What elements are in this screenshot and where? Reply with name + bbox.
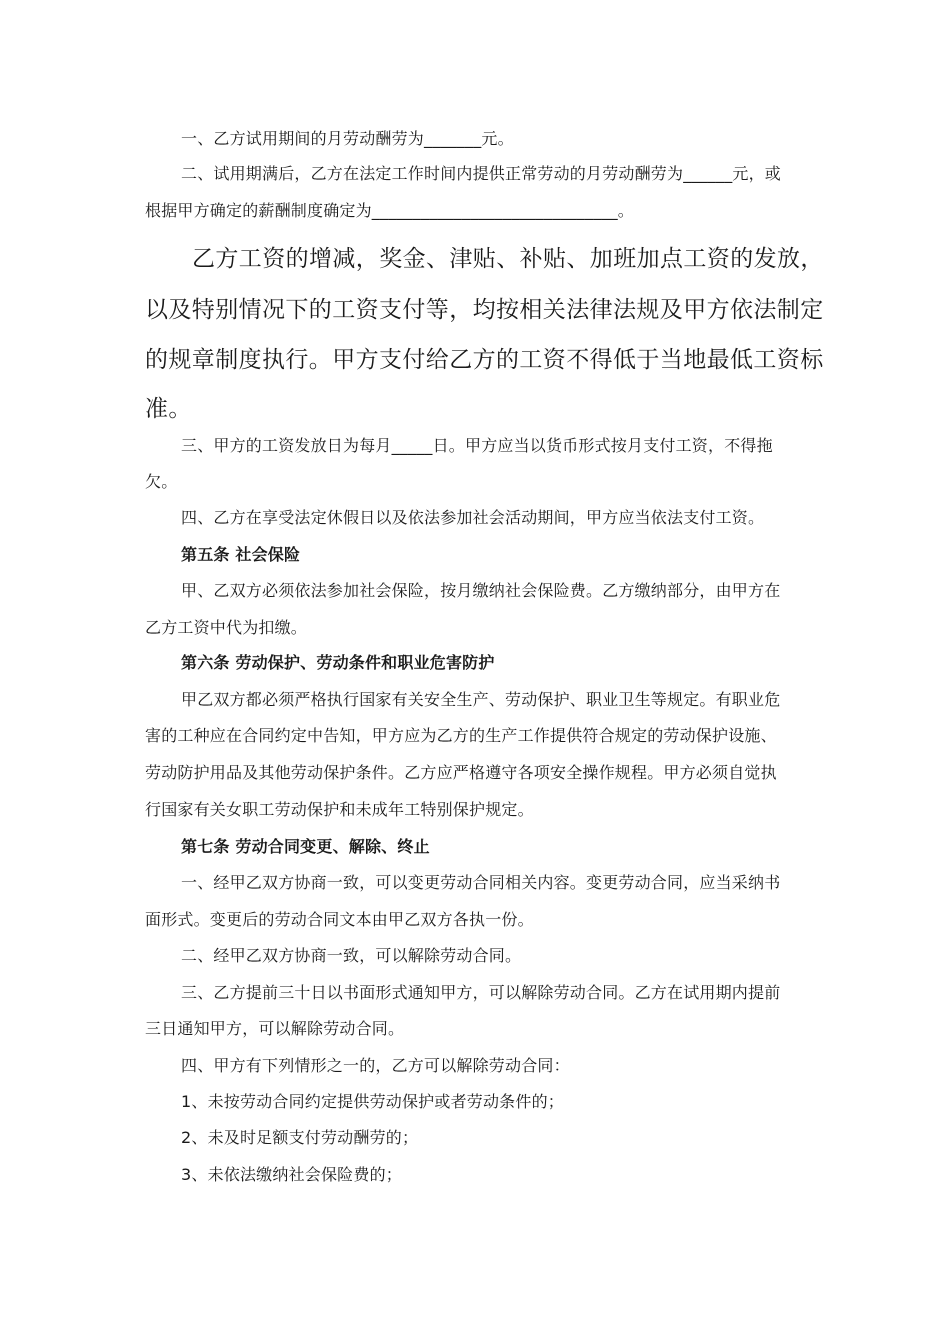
article-6-text-line-1: 甲乙双方都必须严格执行国家有关安全生产、劳动保护、职业卫生等规定。有职业危	[181, 690, 781, 709]
article-6-text-line-4: 行国家有关女职工劳动保护和未成年工特别保护规定。	[145, 800, 534, 819]
article-7-item-1-line-2: 面形式。变更后的劳动合同文本由甲乙双方各执一份。	[145, 910, 534, 929]
article-7-item-1-line-1: 一、经甲乙双方协商一致，可以变更劳动合同相关内容。变更劳动合同，应当采纳书	[181, 873, 781, 892]
article-5-text-line-2: 乙方工资中代为扣缴。	[145, 618, 308, 637]
wage-paragraph-line-2: 以及特别情况下的工资支付等，均按相关法律法规及甲方依法制定	[145, 297, 824, 323]
clause-4-item-2-line-1: 二、试用期满后，乙方在法定工作时间内提供正常劳动的月劳动酬劳为______元，或	[181, 164, 782, 183]
wage-paragraph-line-1: 乙方工资的增减，奖金、津贴、补贴、加班加点工资的发放，	[192, 246, 824, 272]
article-6-text-line-2: 害的工种应在合同约定中告知，甲方应为乙方的生产工作提供符合规定的劳动保护设施、	[145, 726, 777, 745]
article-7-item-2: 二、经甲乙双方协商一致，可以解除劳动合同。	[181, 946, 522, 965]
article-7-item-3-line-2: 三日通知甲方，可以解除劳动合同。	[145, 1019, 405, 1038]
article-7-item-4: 四、甲方有下列情形之一的，乙方可以解除劳动合同：	[181, 1056, 570, 1075]
clause-4-item-1: 一、乙方试用期间的月劳动酬劳为_______元。	[181, 129, 514, 148]
list-item-1: 1、未按劳动合同约定提供劳动保护或者劳动条件的；	[181, 1092, 564, 1111]
clause-4-item-3-line-2: 欠。	[145, 472, 178, 491]
list-item-3: 3、未依法缴纳社会保险费的；	[181, 1165, 402, 1184]
clause-4-item-2-line-2: 根据甲方确定的薪酬制度确定为______________________________。	[145, 201, 635, 220]
article-6-heading: 第六条 劳动保护、劳动条件和职业危害防护	[181, 653, 495, 672]
wage-paragraph-line-4: 准。	[145, 396, 192, 422]
article-7-heading: 第七条 劳动合同变更、解除、终止	[181, 837, 430, 856]
article-7-item-3-line-1: 三、乙方提前三十日以书面形式通知甲方，可以解除劳动合同。乙方在试用期内提前	[181, 983, 781, 1002]
clause-4-item-3-line-1: 三、甲方的工资发放日为每月_____日。甲方应当以货币形式按月支付工资，不得拖	[181, 436, 773, 455]
clause-4-item-4: 四、乙方在享受法定休假日以及依法参加社会活动期间，甲方应当依法支付工资。	[181, 508, 765, 527]
article-6-text-line-3: 劳动防护用品及其他劳动保护条件。乙方应严格遵守各项安全操作规程。甲方必须自觉执	[145, 763, 777, 782]
article-5-heading: 第五条 社会保险	[181, 545, 301, 564]
article-5-text-line-1: 甲、乙双方必须依法参加社会保险，按月缴纳社会保险费。乙方缴纳部分，由甲方在	[181, 581, 781, 600]
list-item-2: 2、未及时足额支付劳动酬劳的；	[181, 1128, 419, 1147]
wage-paragraph-line-3: 的规章制度执行。甲方支付给乙方的工资不得低于当地最低工资标	[145, 347, 824, 373]
